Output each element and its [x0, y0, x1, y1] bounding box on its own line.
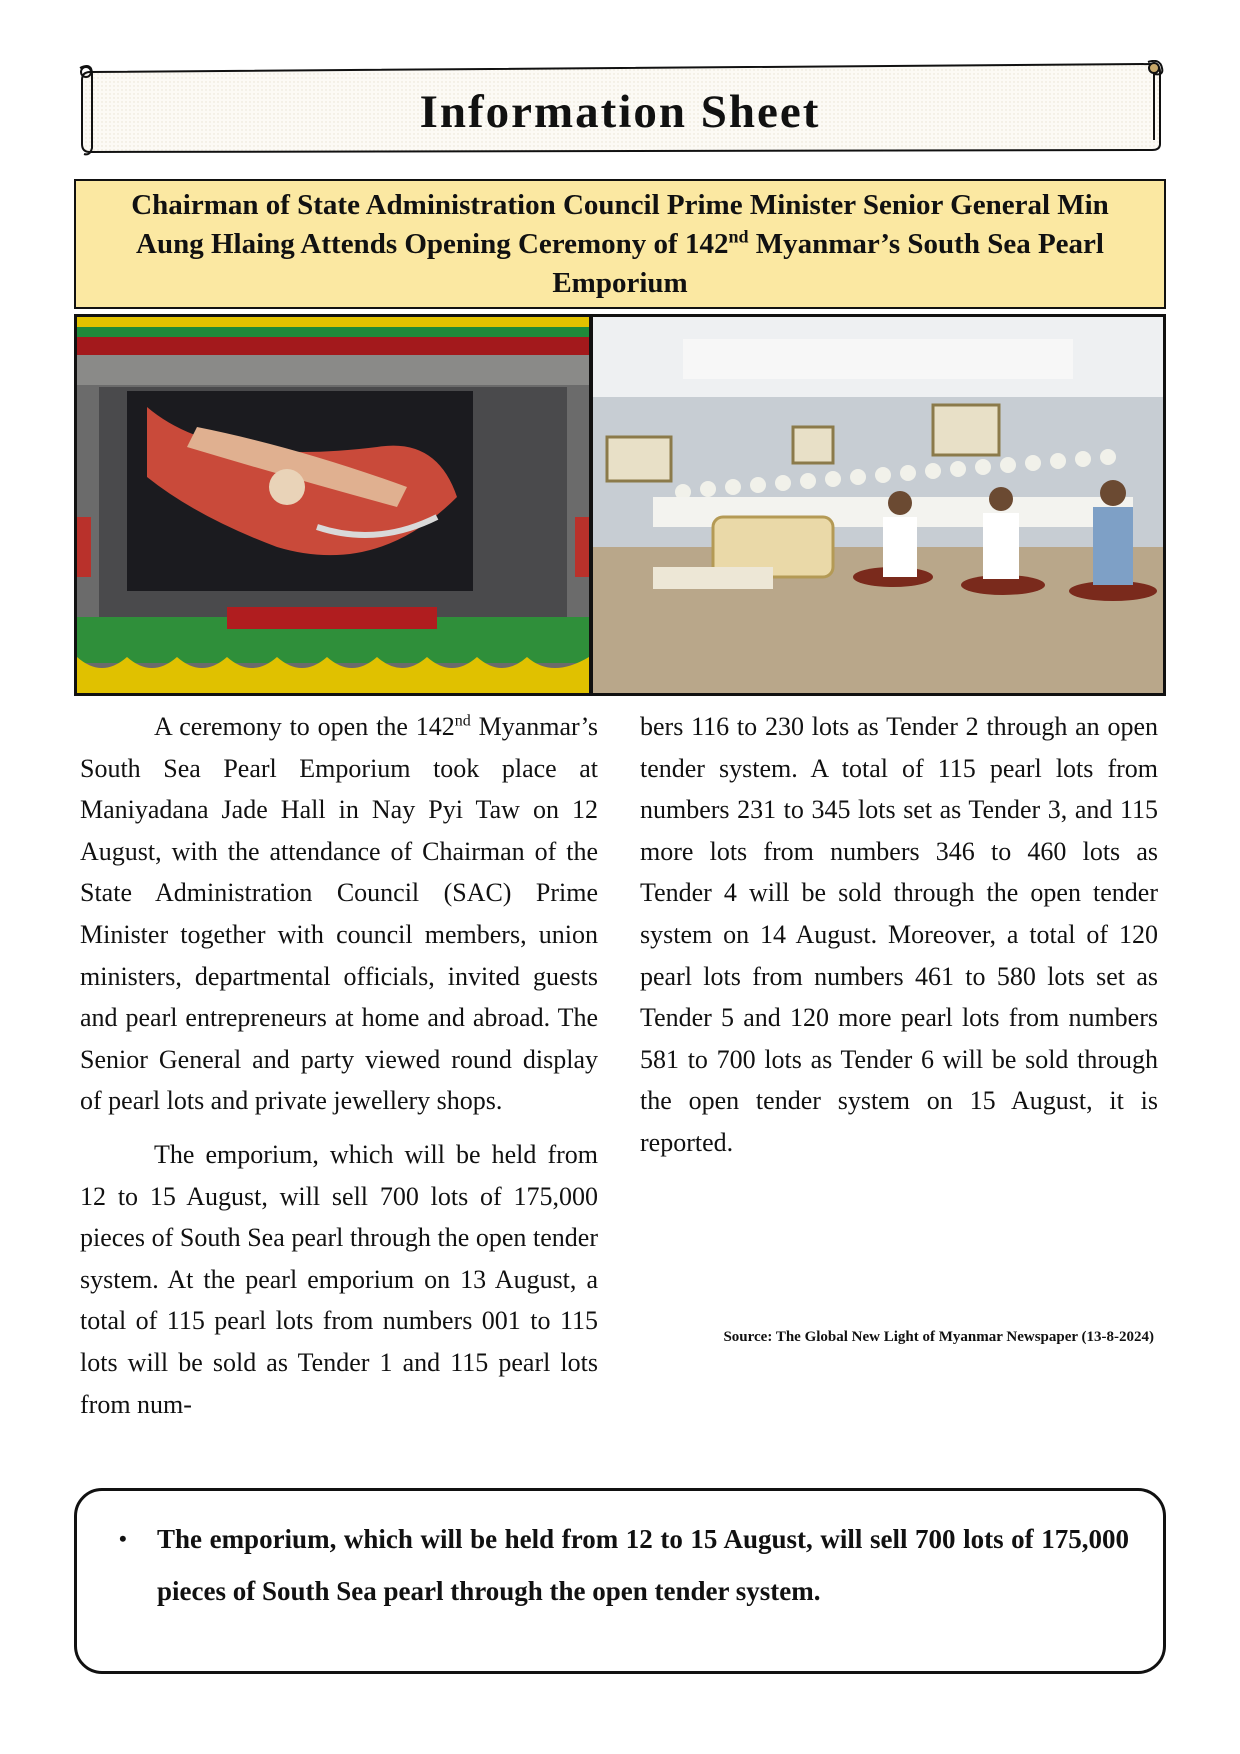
article-paragraph-2: The emporium, which will be held from 12 to 15 August, will sell 700 lots of 175,000 pieces of South Sea pearl through the open tender system. At the pearl emporium on 13 August, a total of 115 pearl lots from numbers 001 to 115 lots will be sold as Tender 1 and 115 pearl lots from num- — [80, 1139, 598, 1419]
article-paragraph-1 — [80, 706, 598, 1122]
article-column-right — [640, 706, 1158, 1164]
photo-strip — [74, 314, 1166, 696]
headline-part1: Chairman of State Administration Council Prime Minister Senior General Min Aung Hlaing Attends Opening Ceremony of 142 — [131, 188, 1109, 260]
article-paragraph-3: bers 116 to 230 lots as Tender 2 through an open tender system. A total of 115 pearl lots from numbers 231 to 345 lots set as Tender 3, and 115 more lots from numbers 346 to 460 lots as Tender 4 will be sold through the open tender system on 14 August. Moreover, a total of 120 pearl lots from numbers 461 to 580 lots set as Tender 5 and 120 more pearl lots from numbers 581 to 700 lots as Tender 6 will be sold through the open tender system on 15 August, it is reported. — [640, 712, 1158, 1157]
headline-text — [96, 186, 1144, 303]
summary-text: The emporium, which will be held from 12 to 15 August, will sell 700 lots of 175,000 pieces of South Sea pearl through the open tender system. — [157, 1524, 1129, 1606]
summary-box — [74, 1488, 1166, 1674]
headline-part2: Myanmar’s South Sea Pearl Emporium — [552, 227, 1104, 299]
photo-attendees — [593, 317, 1163, 693]
source-citation: Source: The Global New Light of Myanmar Newspaper (13-8-2024) — [723, 1329, 1154, 1345]
article-column-left — [80, 706, 598, 1425]
photo-ceremony-screen — [77, 317, 589, 693]
headline-superscript: nd — [728, 225, 749, 246]
article-superscript: nd — [454, 712, 471, 730]
title-banner — [76, 60, 1164, 158]
article-text: A ceremony to open the 142 — [154, 712, 455, 741]
bullet-icon: • — [119, 1526, 127, 1551]
article-text: Myanmar’s South Sea Pearl Emporium took place at Maniyadana Jade Hall in Nay Pyi Taw on 12 August, with the attendance of Chairman of the State Administration Council (SAC) Prime Minister together with council members, union ministers, departmental officials, invited guests and pearl entrepreneurs at home and abroad. The Senior General and party viewed round display of pearl lots and private jewellery shops. — [80, 712, 598, 1116]
headline-box — [74, 179, 1166, 309]
page-title: Information Sheet — [419, 86, 821, 138]
summary-list — [119, 1513, 1129, 1617]
summary-item — [119, 1513, 1129, 1617]
